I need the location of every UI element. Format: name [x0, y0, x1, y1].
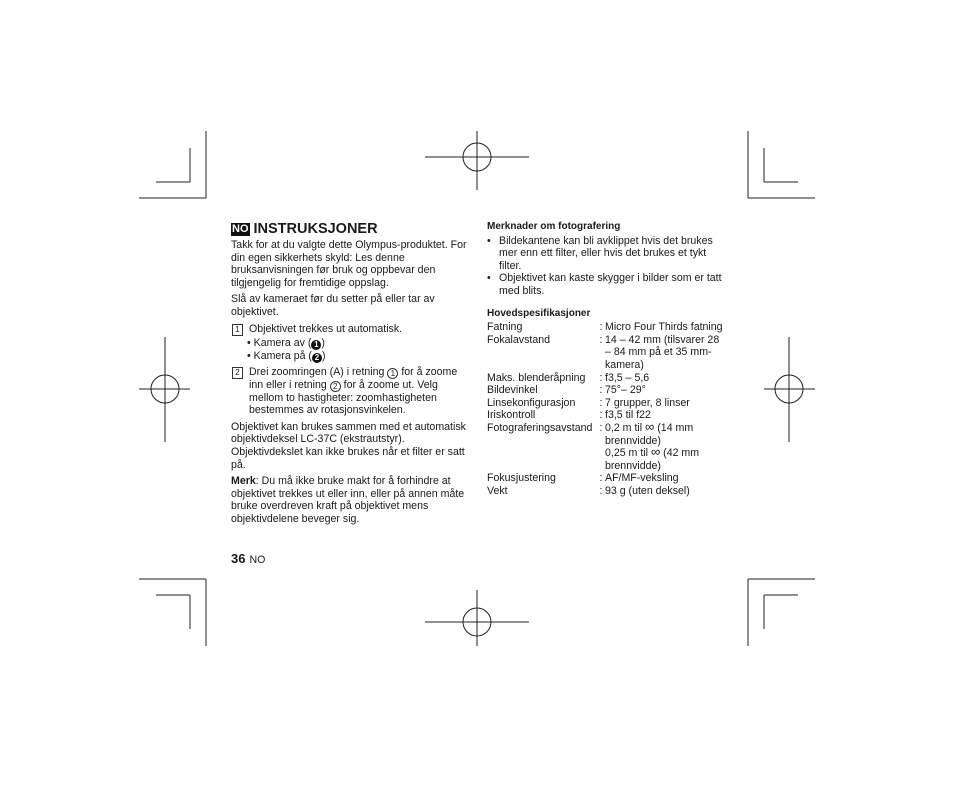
lens-cap-paragraph: Objektivet kan brukes sammen med et automatisk objektivdeksel LC-37C (ekstrautstyr). Objektivdekslet kan ikke brukes når et filter er satt på.	[231, 420, 466, 471]
distance-wide-a: 0,2 m til	[605, 421, 646, 434]
table-row	[487, 422, 727, 472]
list-item-text: Objektivet kan kaste skygger i bilder som er tatt med blits.	[499, 272, 722, 297]
spec-value: f3,5 – 5,6	[605, 371, 650, 384]
page-number-value: 36	[231, 551, 246, 566]
bullet-icon: •	[487, 272, 491, 285]
note-paragraph	[231, 475, 471, 525]
step-2-number-icon: 2	[232, 367, 243, 379]
list-item	[487, 272, 727, 297]
step-2-text	[249, 366, 471, 417]
spec-colon: :	[599, 333, 603, 346]
spec-key: Linsekonfigurasjon	[487, 396, 576, 409]
spec-colon: :	[599, 421, 603, 434]
outline-circle-2-icon: 2	[330, 381, 341, 392]
spec-title: Hovedspesifikasjoner	[487, 307, 591, 319]
table-row	[487, 397, 727, 410]
spec-value: f3,5 til f22	[605, 409, 651, 422]
spec-value: AF/MF-veksling	[605, 472, 679, 485]
bullet-icon: •	[487, 234, 491, 247]
step-1	[231, 323, 471, 336]
spec-key: Vekt	[487, 484, 508, 497]
table-row	[487, 485, 727, 498]
spec-value: 75°– 29°	[605, 384, 646, 397]
right-column	[487, 221, 727, 497]
spec-colon: :	[599, 396, 603, 409]
table-row	[487, 472, 727, 485]
spec-colon: :	[599, 371, 603, 384]
distance-tele	[605, 444, 727, 472]
distance-wide	[605, 418, 727, 447]
filled-circle-2-icon: 2	[312, 353, 322, 363]
left-column	[231, 221, 471, 530]
spec-key: Fotograferingsavstand	[487, 421, 593, 434]
distance-tele-b: (42 mm brennvidde)	[605, 447, 700, 472]
table-row	[487, 334, 727, 372]
step-1-text: Objektivet trekkes ut automatisk.	[249, 322, 403, 335]
spec-value: 14 – 42 mm (tilsvarer 28 – 84 mm på et 35 mm-kamera)	[605, 333, 720, 371]
spec-colon: :	[599, 321, 603, 334]
shooting-notes-title: Merknader om fotografering	[487, 221, 621, 232]
spec-colon: :	[599, 472, 603, 485]
filled-circle-1-icon: 1	[311, 340, 321, 350]
close-paren: )	[321, 349, 326, 362]
spec-value: 7 grupper, 8 linser	[605, 396, 690, 409]
spec-colon: :	[599, 384, 603, 397]
spec-key: Fokusjustering	[487, 472, 556, 485]
list-item	[487, 235, 727, 273]
step-2-text-c: for å zoome ut. Velg mellom to hastigheter: zoomhastigheten bestemmes av rotasjonsvinkelen.	[249, 378, 438, 417]
infinity-icon: ∞	[645, 418, 655, 434]
section-title: INSTRUKSJONER	[253, 221, 378, 237]
step-1-camera-on	[231, 350, 471, 363]
camera-off-label: • Kamera av (	[247, 336, 312, 349]
outline-circle-1-icon: 1	[387, 368, 398, 379]
intro-paragraph: Takk for at du valgte dette Olympus-produktet. For din egen sikkerhets skyld: Les denne bruksanvisningen før bruk og oppbevar den tilgjengelig for fremtidige oppslag.	[231, 239, 467, 289]
remove-paragraph: Slå av kameraet før du setter på eller tar av objektivet.	[231, 293, 435, 318]
spec-value: 93 g (uten deksel)	[605, 484, 690, 497]
table-row	[487, 384, 727, 397]
spec-table	[487, 321, 727, 497]
spec-key: Fokalavstand	[487, 333, 551, 346]
step-1-number-icon: 1	[232, 324, 243, 336]
spec-key: Iriskontroll	[487, 409, 536, 422]
spec-key: Bildevinkel	[487, 384, 538, 397]
close-paren: )	[321, 336, 325, 349]
spec-key: Maks. blenderåpning	[487, 371, 586, 384]
language-badge: NO	[232, 222, 249, 235]
list-item-text: Bildekantene kan bli avklippet hvis det brukes mer enn ett filter, eller hvis det brukes et tykt filter.	[499, 234, 713, 272]
table-row	[487, 409, 727, 422]
table-row	[487, 321, 727, 334]
step-1-camera-off	[231, 337, 471, 350]
spec-colon: :	[599, 409, 603, 422]
page-language: NO	[249, 554, 266, 566]
note-text: : Du må ikke bruke makt for å forhindre at objektivet trekkes ut eller inn, eller på annen måte bruke overdreven kraft på objektivet mens objektivdelene beveger sig.	[231, 475, 465, 525]
page-number	[231, 551, 265, 566]
table-row	[487, 372, 727, 385]
step-2-text-b: for å zoome inn eller i retning	[249, 365, 458, 391]
spec-value: Micro Four Thirds fatning	[605, 321, 723, 334]
note-label: Merk	[231, 475, 256, 488]
distance-tele-a: 0,25 m til	[605, 447, 651, 460]
camera-on-label: • Kamera på (	[247, 349, 312, 362]
section-heading	[231, 221, 471, 237]
spec-value	[605, 418, 727, 472]
distance-wide-b: (14 mm brennvidde)	[605, 421, 694, 447]
spec-key: Fatning	[487, 321, 523, 334]
step-2-text-a: Drei zoomringen (A) i retning	[249, 365, 388, 378]
infinity-icon: ∞	[650, 444, 661, 460]
step-2	[231, 366, 471, 417]
spec-colon: :	[599, 484, 603, 497]
